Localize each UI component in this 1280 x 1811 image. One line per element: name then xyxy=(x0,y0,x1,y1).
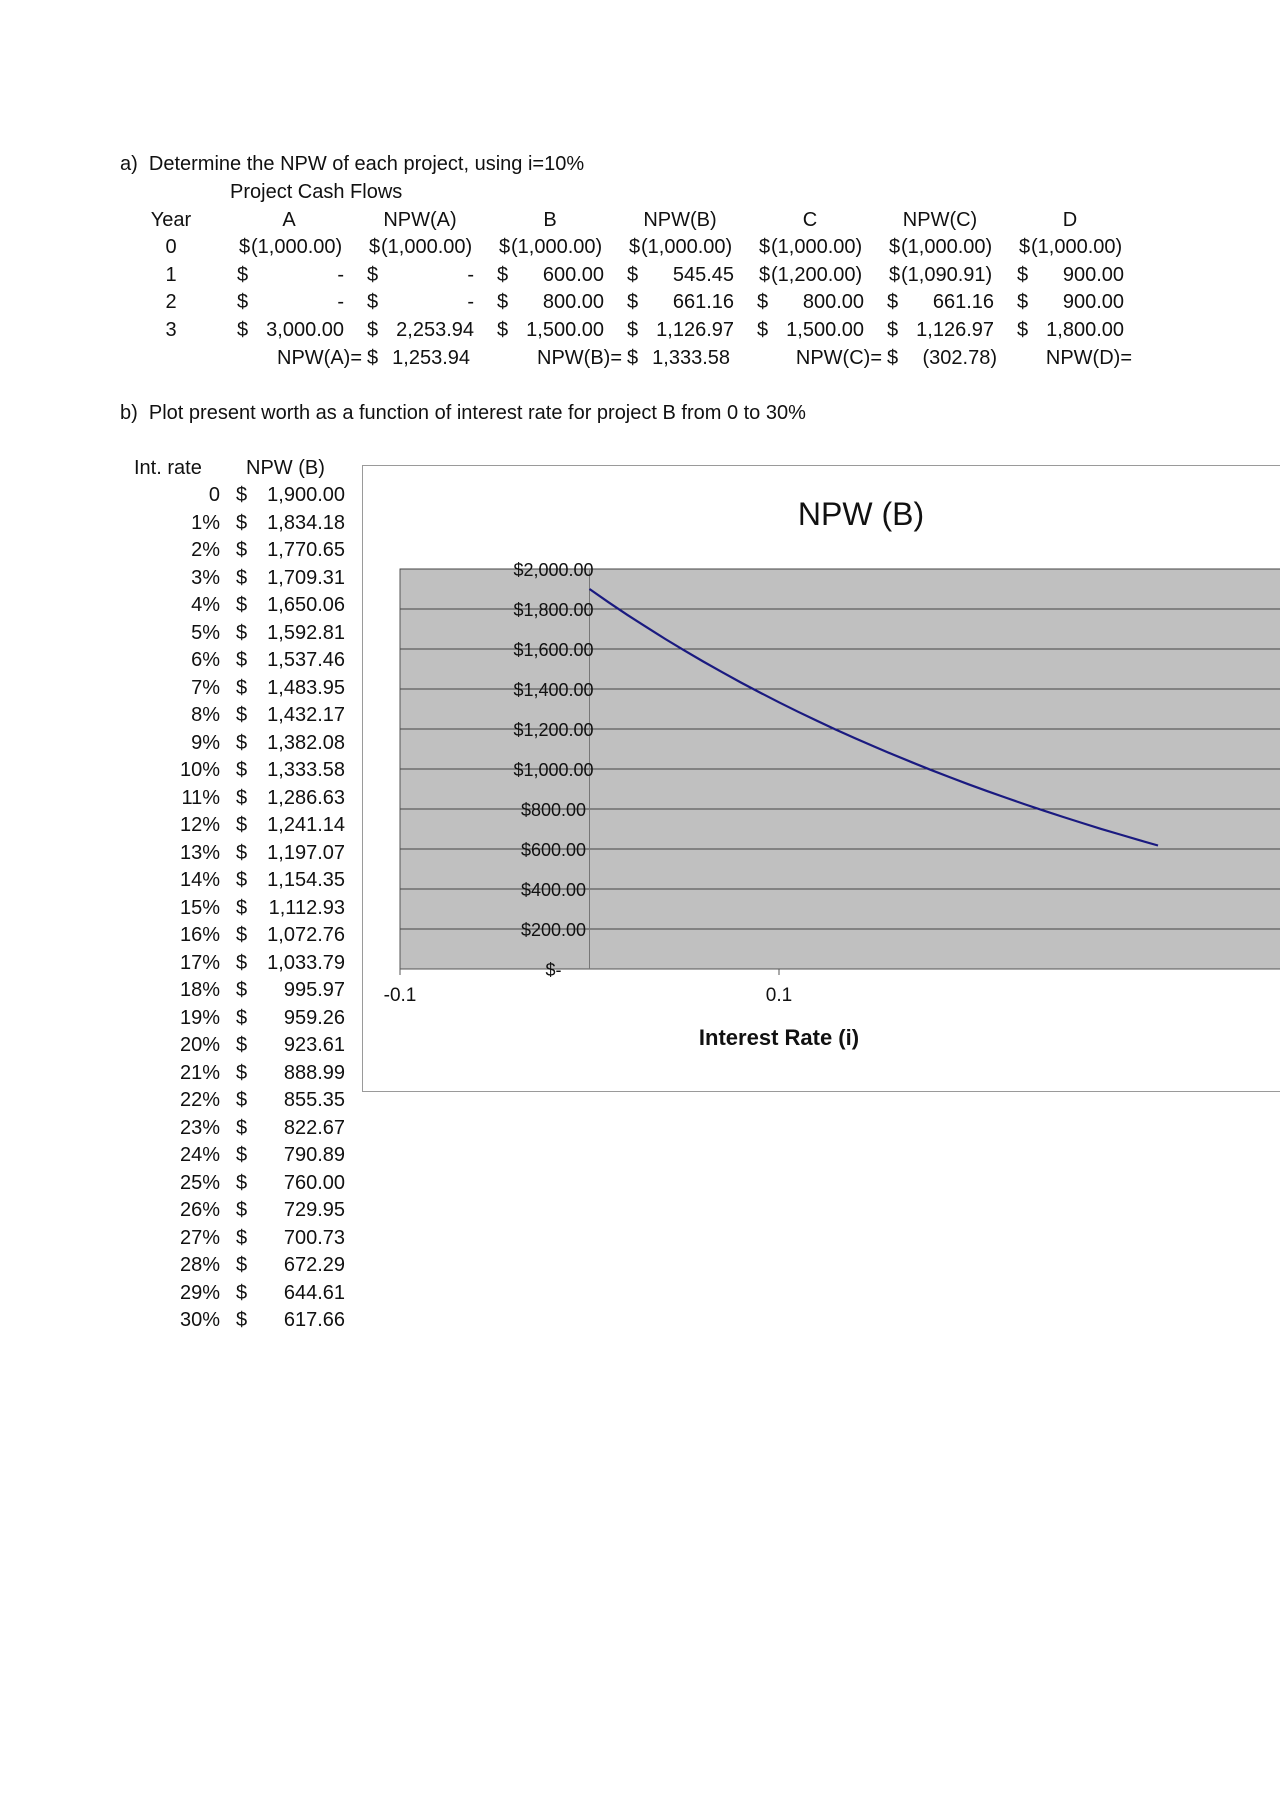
cash-flow-cell xyxy=(757,318,871,342)
amount: 600.00 xyxy=(542,264,604,286)
y-tick-label: $1,600.00 xyxy=(513,640,594,660)
amount: 760.00 xyxy=(283,1171,345,1194)
y-tick-label: $200.00 xyxy=(520,920,587,940)
chart-title: NPW (B) xyxy=(797,496,925,532)
npw-cell xyxy=(236,538,345,562)
cash-flow-cell xyxy=(887,290,1001,314)
column-header: D xyxy=(1062,209,1078,231)
cash-flow-cell xyxy=(1017,290,1131,314)
currency-symbol: $ xyxy=(237,264,249,286)
cash-flow-cell xyxy=(627,318,741,342)
currency-symbol: $ xyxy=(887,319,899,341)
currency-symbol: $ xyxy=(236,539,248,561)
npw-cell xyxy=(236,593,345,617)
cash-flow-cell xyxy=(887,318,1001,342)
y-tick-label: $2,000.00 xyxy=(513,560,594,580)
npw-label: NPW(C)= xyxy=(795,347,882,369)
amount: 1,500.00 xyxy=(526,319,604,341)
amount: 800.00 xyxy=(542,291,604,313)
amount: - xyxy=(467,291,474,313)
amount: (1,000.00) xyxy=(511,236,603,258)
amount: 1,537.46 xyxy=(267,649,345,671)
amount: 1,333.58 xyxy=(267,759,345,781)
currency-symbol: $ xyxy=(236,704,248,726)
cash-flow-cell xyxy=(497,318,611,342)
npw-cell xyxy=(236,1308,345,1332)
amount: 2,253.94 xyxy=(396,319,474,341)
rate-cell: 16% xyxy=(179,924,220,946)
npw-value xyxy=(367,346,477,370)
amount: 1,333.58 xyxy=(652,347,730,369)
currency-symbol: $ xyxy=(627,291,639,313)
npw-cell xyxy=(236,676,345,700)
amount: 1,126.97 xyxy=(656,319,734,341)
currency-symbol: $ xyxy=(236,1309,248,1331)
currency-symbol: $ xyxy=(1017,291,1029,313)
cash-flow-cell xyxy=(1019,235,1133,259)
npw-cell xyxy=(236,731,345,755)
npw-cell xyxy=(236,758,345,782)
amount: 1,500.00 xyxy=(786,319,864,341)
cash-flow-cell xyxy=(497,263,611,287)
amount: (1,000.00) xyxy=(1031,236,1123,258)
amount: (1,200.00) xyxy=(771,264,863,286)
currency-symbol: $ xyxy=(236,1061,248,1084)
amount: (302.78) xyxy=(922,347,997,369)
column-header: NPW(B) xyxy=(643,209,717,231)
rate-cell: 29% xyxy=(179,1281,220,1304)
rate-cell: 6% xyxy=(191,649,220,671)
column-header: NPW(A) xyxy=(383,209,457,231)
amount: 700.73 xyxy=(283,1226,345,1249)
rate-cell: 0 xyxy=(208,484,220,506)
currency-symbol: $ xyxy=(237,319,249,341)
currency-symbol: $ xyxy=(887,291,899,313)
currency-symbol: $ xyxy=(497,264,509,286)
column-header: NPW(C) xyxy=(902,209,978,231)
currency-symbol: $ xyxy=(236,1144,248,1166)
currency-symbol: $ xyxy=(236,484,248,506)
amount: 1,834.18 xyxy=(267,511,345,534)
year-cell: 0 xyxy=(165,236,177,258)
currency-symbol: $ xyxy=(236,951,248,974)
cash-flow-cell xyxy=(239,235,353,259)
rate-cell: 14% xyxy=(179,869,220,891)
amount: 800.00 xyxy=(802,291,864,313)
currency-symbol: $ xyxy=(239,236,251,258)
year-cell: 1 xyxy=(165,264,177,286)
amount: 617.66 xyxy=(283,1309,345,1331)
npw-cell xyxy=(236,621,345,645)
amount: 1,483.95 xyxy=(267,676,345,699)
npw-cell xyxy=(236,868,345,892)
npw-cell xyxy=(236,1006,345,1030)
currency-symbol: $ xyxy=(236,511,248,534)
rate-cell: 3% xyxy=(191,566,220,589)
currency-symbol: $ xyxy=(236,841,248,864)
column-header: A xyxy=(282,209,296,231)
column-header: B xyxy=(543,209,557,231)
amount: 1,126.97 xyxy=(916,319,994,341)
currency-symbol: $ xyxy=(236,896,248,919)
cash-flow-cell xyxy=(889,263,1003,287)
currency-symbol: $ xyxy=(887,347,899,369)
currency-symbol: $ xyxy=(367,291,379,313)
currency-symbol: $ xyxy=(236,979,248,1001)
y-tick-label: $1,000.00 xyxy=(513,760,594,780)
amount: 1,072.76 xyxy=(267,924,345,946)
amount: (1,000.00) xyxy=(771,236,863,258)
currency-symbol: $ xyxy=(236,1254,248,1276)
cash-flow-cell xyxy=(237,318,351,342)
y-tick-label: $800.00 xyxy=(520,800,587,820)
rate-cell: 28% xyxy=(179,1254,220,1276)
rate-cell: 18% xyxy=(179,979,220,1001)
rate-cell: 20% xyxy=(179,1034,220,1056)
cash-flow-cell xyxy=(759,263,873,287)
currency-symbol: $ xyxy=(367,264,379,286)
amount: 1,154.35 xyxy=(267,869,345,891)
rate-cell: 2% xyxy=(191,539,220,561)
amount: 1,800.00 xyxy=(1046,319,1124,341)
rate-cell: 9% xyxy=(191,731,220,754)
y-tick-label: $1,200.00 xyxy=(513,720,594,740)
amount: 822.67 xyxy=(283,1116,345,1139)
amount: 672.29 xyxy=(283,1254,345,1276)
rate-cell: 8% xyxy=(191,704,220,726)
rate-cell: 13% xyxy=(179,841,220,864)
currency-symbol: $ xyxy=(236,621,248,644)
npw-cell xyxy=(236,978,345,1002)
amount: (1,090.91) xyxy=(901,264,993,286)
npw-cell xyxy=(236,1033,345,1057)
currency-symbol: $ xyxy=(236,649,248,671)
currency-symbol: $ xyxy=(1017,264,1029,286)
npw-chart-svg xyxy=(363,466,1280,1091)
currency-symbol: $ xyxy=(236,814,248,836)
rate-cell: 12% xyxy=(179,814,220,836)
amount: 1,241.14 xyxy=(267,814,345,836)
npw-cell xyxy=(236,1226,345,1250)
npw-label: NPW(B)= xyxy=(537,347,622,369)
amount: 1,033.79 xyxy=(267,951,345,974)
cash-flow-cell xyxy=(237,263,351,287)
currency-symbol: $ xyxy=(236,1281,248,1304)
rate-cell: 4% xyxy=(191,594,220,616)
rate-cell: 11% xyxy=(181,786,220,809)
amount: 1,197.07 xyxy=(267,841,345,864)
rate-cell: 27% xyxy=(179,1226,220,1249)
cash-flow-cell xyxy=(367,263,481,287)
amount: 1,709.31 xyxy=(267,566,345,589)
npw-label: NPW(D)= xyxy=(1045,347,1132,369)
amount: 1,592.81 xyxy=(267,621,345,644)
amount: 729.95 xyxy=(283,1199,345,1221)
currency-symbol: $ xyxy=(236,731,248,754)
column-header: Year xyxy=(150,209,192,231)
currency-symbol: $ xyxy=(497,319,509,341)
rate-cell: 15% xyxy=(179,896,220,919)
amount: 1,286.63 xyxy=(267,786,345,809)
rate-cell: 24% xyxy=(179,1144,220,1166)
cash-flow-cell xyxy=(367,290,481,314)
currency-symbol: $ xyxy=(627,264,639,286)
npw-cell xyxy=(236,813,345,837)
npw-cell xyxy=(236,786,345,810)
amount: - xyxy=(337,291,344,313)
amount: 1,770.65 xyxy=(267,539,345,561)
currency-symbol: $ xyxy=(629,236,641,258)
currency-symbol: $ xyxy=(757,319,769,341)
currency-symbol: $ xyxy=(499,236,511,258)
currency-symbol: $ xyxy=(236,1199,248,1221)
currency-symbol: $ xyxy=(367,347,379,369)
cash-flow-cell xyxy=(1017,263,1131,287)
column-header: C xyxy=(802,209,818,231)
cash-flow-cell xyxy=(237,290,351,314)
currency-symbol: $ xyxy=(236,1034,248,1056)
currency-symbol: $ xyxy=(236,566,248,589)
currency-symbol: $ xyxy=(236,1116,248,1139)
amount: 644.61 xyxy=(283,1281,345,1304)
npw-chart xyxy=(362,465,1280,1092)
currency-symbol: $ xyxy=(759,264,771,286)
cash-flow-cell xyxy=(889,235,1003,259)
npw-cell xyxy=(236,483,345,507)
rate-cell: 26% xyxy=(179,1199,220,1221)
amount: 545.45 xyxy=(672,264,734,286)
amount: 855.35 xyxy=(283,1089,345,1111)
currency-symbol: $ xyxy=(236,1006,248,1029)
npw-cell xyxy=(236,896,345,920)
rate-cell: 19% xyxy=(179,1006,220,1029)
cash-flow-cell xyxy=(367,318,481,342)
amount: 900.00 xyxy=(1062,264,1124,286)
currency-symbol: $ xyxy=(236,924,248,946)
y-tick-label: $1,800.00 xyxy=(513,600,594,620)
npw-cell xyxy=(236,841,345,865)
npw-cell xyxy=(236,648,345,672)
npw-cell xyxy=(236,1281,345,1305)
currency-symbol: $ xyxy=(236,759,248,781)
currency-symbol: $ xyxy=(236,676,248,699)
npw-value xyxy=(627,346,737,370)
y-tick-label: $600.00 xyxy=(520,840,587,860)
rate-cell: 1% xyxy=(191,511,220,534)
year-cell: 2 xyxy=(165,291,177,313)
cash-flow-cell xyxy=(1017,318,1131,342)
rate-cell: 23% xyxy=(179,1116,220,1139)
rate-cell: 17% xyxy=(179,951,220,974)
amount: (1,000.00) xyxy=(901,236,993,258)
currency-symbol: $ xyxy=(236,1226,248,1249)
x-axis-label: Interest Rate (i) xyxy=(698,1025,860,1050)
currency-symbol: $ xyxy=(889,264,901,286)
amount: - xyxy=(467,264,474,286)
currency-symbol: $ xyxy=(236,594,248,616)
rate-cell: 21% xyxy=(179,1061,220,1084)
currency-symbol: $ xyxy=(236,1171,248,1194)
amount: 3,000.00 xyxy=(266,319,344,341)
amount: 790.89 xyxy=(283,1144,345,1166)
currency-symbol: $ xyxy=(627,347,639,369)
cash-flow-cell xyxy=(629,235,743,259)
rate-cell: 22% xyxy=(179,1089,220,1111)
cash-flow-cell xyxy=(757,290,871,314)
rate-cell: 30% xyxy=(179,1309,220,1331)
currency-symbol: $ xyxy=(627,319,639,341)
amount: 1,253.94 xyxy=(392,347,470,369)
npw-column-header: NPW (B) xyxy=(246,457,325,479)
amount: 661.16 xyxy=(672,291,734,313)
part-b-heading: b) Plot present worth as a function of interest rate for project B from 0 to 30% xyxy=(120,402,806,424)
amount: 1,112.93 xyxy=(268,896,345,919)
amount: 1,650.06 xyxy=(267,594,345,616)
amount: 923.61 xyxy=(283,1034,345,1056)
amount: 1,382.08 xyxy=(267,731,345,754)
npw-label: NPW(A)= xyxy=(277,347,362,369)
currency-symbol: $ xyxy=(369,236,381,258)
currency-symbol: $ xyxy=(236,1089,248,1111)
cash-flow-cell xyxy=(497,290,611,314)
cash-flow-cell xyxy=(499,235,613,259)
rate-cell: 7% xyxy=(191,676,220,699)
npw-cell xyxy=(236,1253,345,1277)
cash-flow-cell xyxy=(369,235,483,259)
npw-cell xyxy=(236,923,345,947)
npw-cell xyxy=(236,566,345,590)
year-cell: 3 xyxy=(165,319,177,341)
npw-cell xyxy=(236,951,345,975)
cash-flow-cell xyxy=(627,263,741,287)
npw-cell xyxy=(236,511,345,535)
amount: 888.99 xyxy=(283,1061,345,1084)
cash-flow-cell xyxy=(759,235,873,259)
rate-cell: 10% xyxy=(179,759,220,781)
npw-cell xyxy=(236,1061,345,1085)
x-tick-label: -0.1 xyxy=(383,985,417,1006)
amount: (1,000.00) xyxy=(381,236,473,258)
amount: (1,000.00) xyxy=(251,236,343,258)
y-tick-label: $1,400.00 xyxy=(513,680,594,700)
amount: 1,900.00 xyxy=(267,484,345,506)
rate-cell: 5% xyxy=(191,621,220,644)
part-a-heading: a) Determine the NPW of each project, using i=10% xyxy=(120,153,585,175)
currency-symbol: $ xyxy=(1019,236,1031,258)
npw-cell xyxy=(236,1143,345,1167)
amount: 1,432.17 xyxy=(267,704,345,726)
npw-value xyxy=(887,346,997,370)
cash-flow-cell xyxy=(627,290,741,314)
cash-flows-subheading: Project Cash Flows xyxy=(230,181,403,203)
x-tick-label: 0.1 xyxy=(765,985,793,1006)
y-tick-label: $400.00 xyxy=(520,880,587,900)
rate-cell: 25% xyxy=(179,1171,220,1194)
amount: (1,000.00) xyxy=(641,236,733,258)
npw-cell xyxy=(236,703,345,727)
currency-symbol: $ xyxy=(1017,319,1029,341)
rate-column-header: Int. rate xyxy=(134,457,202,479)
currency-symbol: $ xyxy=(759,236,771,258)
amount: 900.00 xyxy=(1062,291,1124,313)
amount: - xyxy=(337,264,344,286)
currency-symbol: $ xyxy=(757,291,769,313)
amount: 995.97 xyxy=(283,979,345,1001)
npw-cell xyxy=(236,1171,345,1195)
amount: 661.16 xyxy=(932,291,994,313)
currency-symbol: $ xyxy=(236,786,248,809)
y-tick-label: $- xyxy=(545,960,562,980)
currency-symbol: $ xyxy=(236,869,248,891)
currency-symbol: $ xyxy=(497,291,509,313)
currency-symbol: $ xyxy=(889,236,901,258)
currency-symbol: $ xyxy=(367,319,379,341)
npw-cell xyxy=(236,1116,345,1140)
currency-symbol: $ xyxy=(237,291,249,313)
npw-cell xyxy=(236,1198,345,1222)
npw-cell xyxy=(236,1088,345,1112)
amount: 959.26 xyxy=(283,1006,345,1029)
